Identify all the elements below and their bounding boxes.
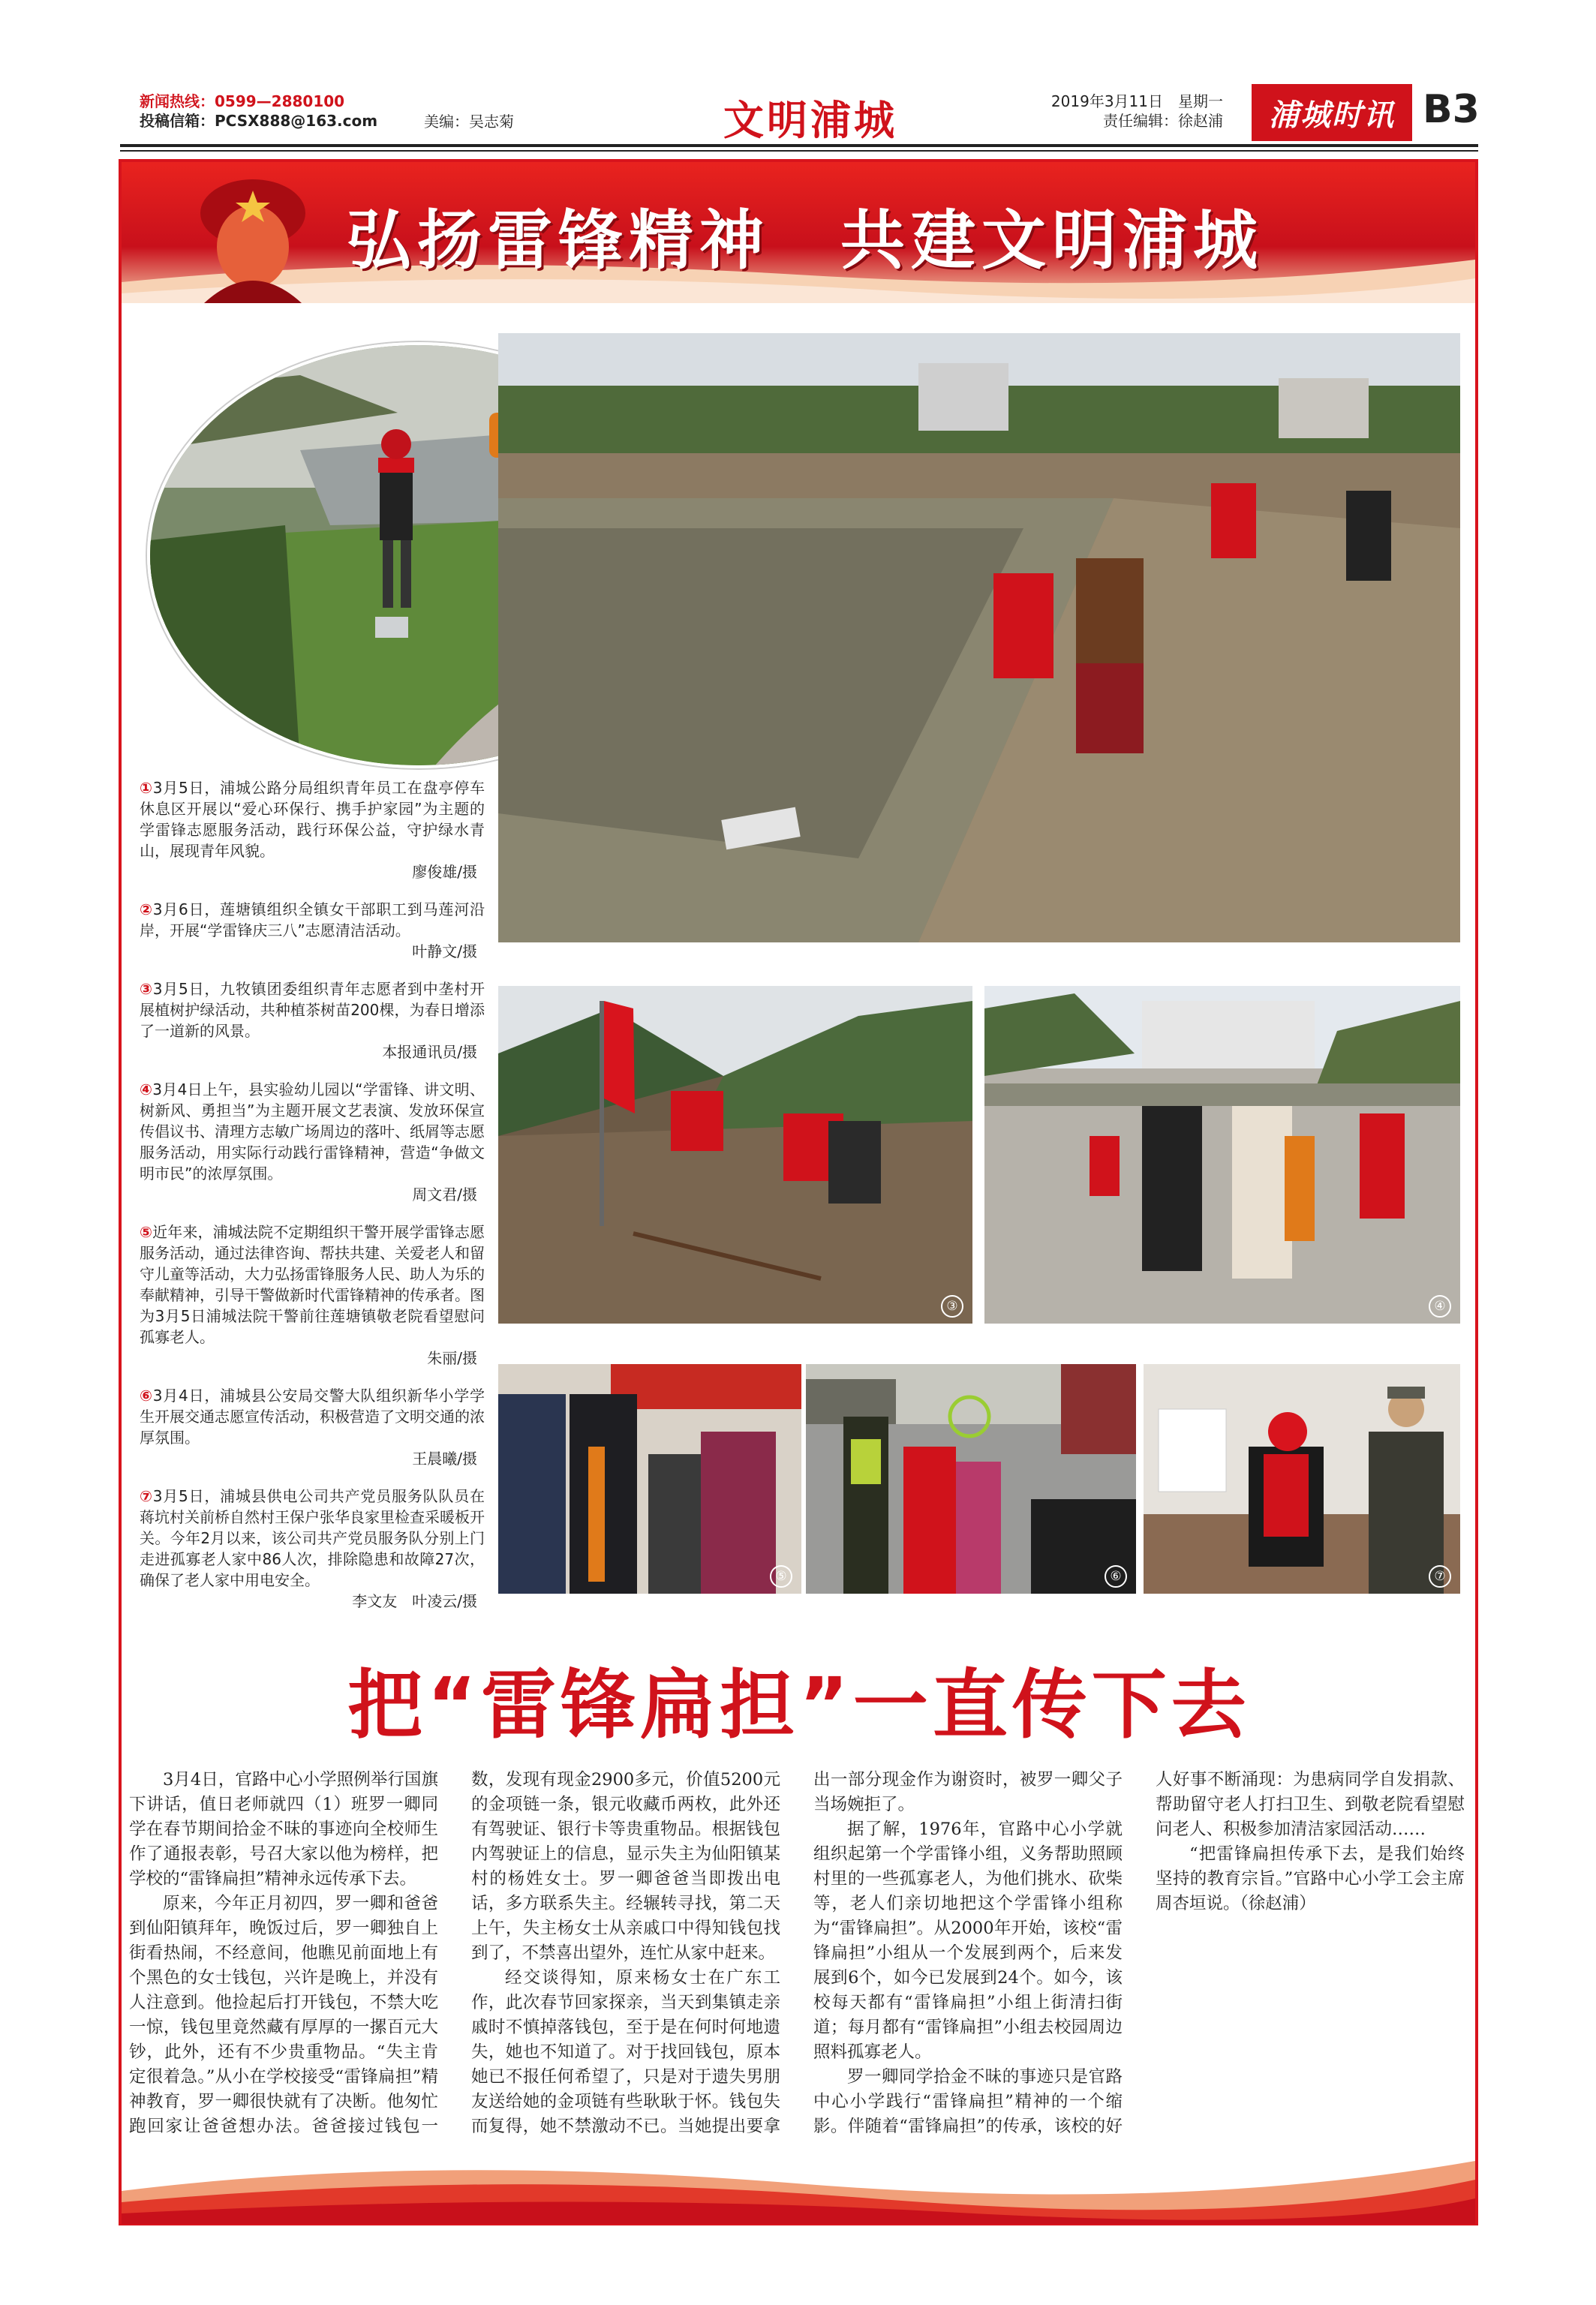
caption-text: 3月4日上午，县实验幼儿园以“学雷锋、讲文明、树新风、勇担当”为主题开展文艺表演、发放环保宣传倡议书、清理方志敏广场周边的落叶、纸屑等志愿服务活动，用实际行动践行雷锋精神，营造“争做文明市民”的浓厚氛围。 xyxy=(140,1080,485,1183)
photo-3-number: ③ xyxy=(941,1295,963,1318)
masthead-rule xyxy=(120,144,1478,147)
banner-slogan: 弘扬雷锋精神 共建文明浦城 xyxy=(347,203,1264,278)
caption-7 xyxy=(140,1486,485,1612)
leifeng-portrait-icon xyxy=(159,168,347,303)
issue-date: 2019年3月11日 星期一 xyxy=(1050,92,1223,110)
article-paragraph: 经交谈得知，原来杨女士在广东工作，此次春节回家探亲，当天到集镇走亲戚时不慎掉落钱包，至于是在何时何地遗失，她也不知道了。对于找回钱包，原本她已不报任何希望了，只是对于遗失男朋友送给她的金项链有些耿耿于怀。钱包失而复得，她不禁激动不已。当她提出要拿出一部分现金作为谢资时，被罗一卿父子当场婉拒了。 xyxy=(471,1770,1123,2136)
photo-5 xyxy=(498,1364,801,1594)
photo-7-number: ⑦ xyxy=(1429,1565,1451,1588)
photo-5-image xyxy=(498,1364,801,1594)
photo-2-image xyxy=(498,333,1460,942)
caption-number: ⑥ xyxy=(140,1387,153,1405)
article-paragraph: 据了解，1976年，官路中心小学就组织起第一个学雷锋小组，义务帮助照顾村里的一些孤寡老人，为他们挑水、砍柴等，老人们亲切地把这个学雷锋小组称为“雷锋扁担”。从2000年开始，该校“雷锋扁担”小组从一个发展到两个，后来发展到6个，如今已发展到24个。如今，该校每天都有“雷锋扁担”小组上街清扫街道；每月都有“雷锋扁担”小组去校园周边照料孤寡老人。 xyxy=(813,1820,1123,2062)
caption-4 xyxy=(140,1079,485,1205)
footer-wave xyxy=(122,2146,1475,2224)
photo-2 xyxy=(498,333,1460,942)
caption-number: ③ xyxy=(140,980,153,998)
photo-4 xyxy=(984,986,1460,1324)
caption-2 xyxy=(140,899,485,962)
caption-text: 3月6日，莲塘镇组织全镇女干部职工到马莲河沿岸，开展“学雷锋庆三八”志愿清洁活动。 xyxy=(140,900,485,939)
caption-text: 3月5日，九牧镇团委组织青年志愿者到中垄村开展植树护绿活动，共种植茶树苗200棵，为春日增添了一道新的风景。 xyxy=(140,980,485,1040)
article-paragraph: 罗一卿同学拾金不昧的事迹只是官路中心小学践行“雷锋扁担”精神的一个缩影。伴随着“雷锋扁担”的传承，该校的好人好事不断涌现：为患病同学自发捐款、帮助留守老人打扫卫生、到敬老院看望慰问老人、积极参加清洁家园活动…… xyxy=(813,1770,1465,2136)
caption-5 xyxy=(140,1222,485,1369)
masthead-contact xyxy=(140,92,377,131)
article-headline: 把“雷锋扁担”一直传下去 xyxy=(347,1661,1251,1749)
masthead-rule-thin xyxy=(120,150,1478,152)
responsible-editor: 责任编辑：徐赵浦 xyxy=(1103,112,1223,130)
photo-7 xyxy=(1144,1364,1460,1594)
photo-5-number: ⑤ xyxy=(770,1565,792,1588)
masthead-meta xyxy=(1035,92,1223,131)
photo-6-number: ⑥ xyxy=(1105,1565,1127,1588)
photo-3 xyxy=(498,986,972,1324)
section-title: 文明浦城 xyxy=(723,97,897,144)
caption-credit: 周文君/摄 xyxy=(412,1186,477,1204)
caption-number: ② xyxy=(140,900,153,918)
email-label: 投稿信箱： xyxy=(140,112,215,130)
photo-6 xyxy=(806,1364,1136,1594)
caption-number: ④ xyxy=(140,1080,153,1098)
photo-7-image xyxy=(1144,1364,1460,1594)
hotline-number: 0599—2880100 xyxy=(215,92,345,110)
article-paragraph: 3月4日，官路中心小学照例举行国旗下讲话，值日老师就四（1）班罗一卿同学在春节期间拾金不昧的事迹向全校师生作了通报表彰，号召大家以他为榜样，把学校的“雷锋扁担”精神永远传承下去。 xyxy=(129,1770,438,1889)
photo-4-image xyxy=(984,986,1460,1324)
paper-logo: 浦城时讯 xyxy=(1252,84,1412,141)
caption-text: 3月5日，浦城公路分局组织青年员工在盘亭停车休息区开展以“爱心环保行、携手护家园”为主题的学雷锋志愿服务活动，践行环保公益，守护绿水青山，展现青年风貌。 xyxy=(140,779,485,860)
caption-text: 近年来，浦城法院不定期组织干警开展学雷锋志愿服务活动，通过法律咨询、帮扶共建、关爱老人和留守儿童等活动，大力弘扬雷锋服务人民、助人为乐的奉献精神，引导干警做新时代雷锋精神的传承者。图为3月5日浦城法院干警前往莲塘镇敬老院看望慰问孤寡老人。 xyxy=(140,1223,485,1346)
caption-credit: 廖俊雄/摄 xyxy=(412,863,477,881)
caption-number: ① xyxy=(140,779,153,797)
photo-captions xyxy=(140,777,485,1628)
caption-credit: 王晨曦/摄 xyxy=(412,1450,477,1468)
caption-3 xyxy=(140,978,485,1062)
caption-text: 3月5日，浦城县供电公司共产党员服务队队员在蒋坑村关前桥自然村王保户张华良家里检查采暖板开关。今年2月以来，该公司共产党员服务队分别上门走进孤寡老人家中86人次，排除隐患和故障27次，确保了老人家中用电安全。 xyxy=(140,1487,485,1589)
photo-3-image xyxy=(498,986,972,1324)
article-paragraph: “把雷锋扁担传承下去，是我们始终坚持的教育宗旨。”官路中心小学工会主席周杏垣说。（徐赵浦） xyxy=(1156,1844,1465,1913)
caption-credit: 朱丽/摄 xyxy=(427,1349,477,1367)
caption-6 xyxy=(140,1385,485,1469)
hotline-label: 新闻热线： xyxy=(140,92,215,110)
art-editor: 美编：吴志菊 xyxy=(424,113,514,131)
article-body xyxy=(129,1768,1465,2158)
page-number: B3 xyxy=(1423,87,1480,132)
email-address: PCSX888@163.com xyxy=(215,112,378,130)
caption-text: 3月4日，浦城县公安局交警大队组织新华小学学生开展交通志愿宣传活动，积极营造了文明交通的浓厚氛围。 xyxy=(140,1387,485,1447)
caption-number: ⑤ xyxy=(140,1223,153,1241)
caption-credit: 叶静文/摄 xyxy=(412,942,477,960)
article-paragraph: 原来，今年正月初四，罗一卿和爸爸到仙阳镇拜年，晚饭过后，罗一卿独自上街看热闹，不经意间，他瞧见前面地上有个黑色的女士钱包，兴许是晚上，并没有人注意到。他捡起后打开钱包，不禁大吃一惊，钱包里竟然藏有厚厚的一摞百元大钞，此外，还有不少贵重物品。“失主肯定很着急。”从小在学校接受“雷锋扁担”精神教育，罗一卿很快就有了决断。他匆忙跑回家让爸爸想办法。爸爸接过钱包一数，发现有现金2900多元，价值5200元的金项链一条，银元收藏币两枚，此外还有驾驶证、银行卡等贵重物品。根据钱包内驾驶证上的信息，显示失主为仙阳镇某村的杨姓女士。罗一卿爸爸当即拨出电话，多方联系失主。经辗转寻找，第二天上午，失主杨女士从亲戚口中得知钱包找到了，不禁喜出望外，连忙从家中赶来。 xyxy=(129,1770,780,2136)
caption-credit: 本报通讯员/摄 xyxy=(382,1043,477,1061)
caption-credit: 李文友 叶凌云/摄 xyxy=(352,1592,477,1610)
banner xyxy=(122,162,1475,303)
photo-6-image xyxy=(806,1364,1136,1594)
caption-1 xyxy=(140,777,485,882)
photo-4-number: ④ xyxy=(1429,1295,1451,1318)
caption-number: ⑦ xyxy=(140,1487,153,1505)
